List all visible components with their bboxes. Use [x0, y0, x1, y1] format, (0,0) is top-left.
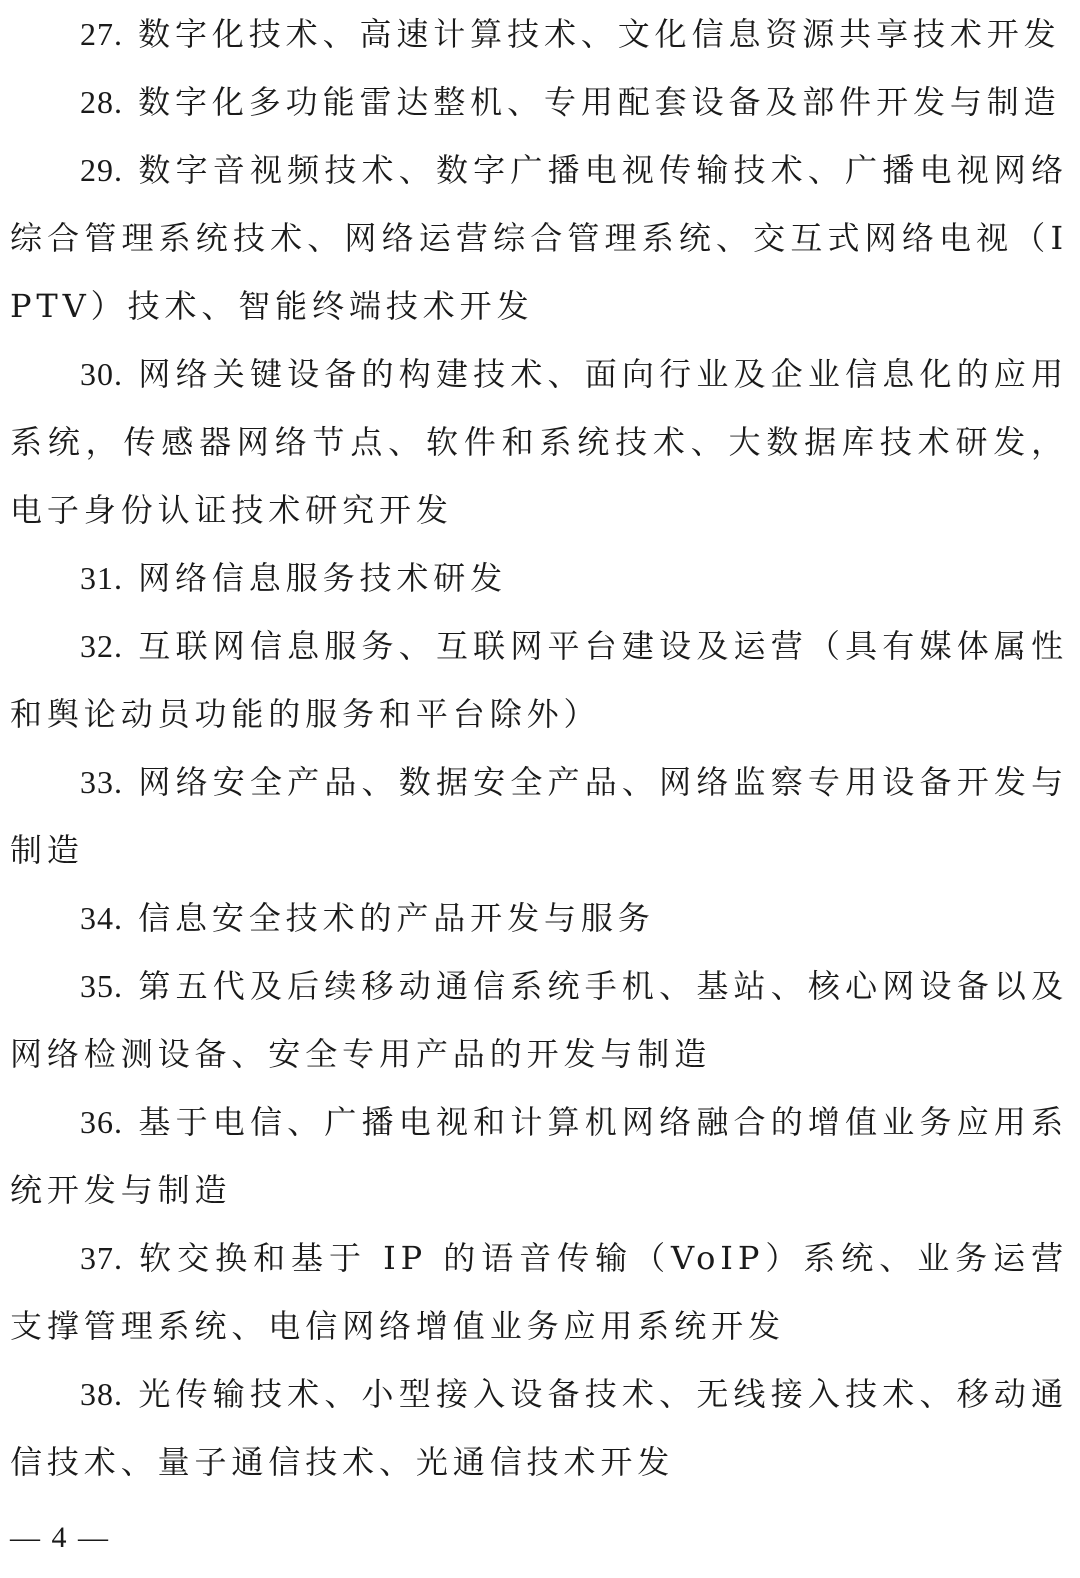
list-item [10, 1224, 1068, 1360]
item-number: 38. [80, 1376, 123, 1412]
item-number: 28. [80, 84, 123, 120]
page-number: — 4 — [10, 1521, 110, 1554]
item-number: 33. [80, 764, 123, 800]
list-item [10, 612, 1068, 748]
list-item [10, 1088, 1068, 1224]
item-number: 32. [80, 628, 123, 664]
item-text: 数字音视频技术、数字广播电视传输技术、广播电视网络综合管理系统技术、网络运营综合管理系统、交互式网络电视（IPTV）技术、智能终端技术开发 [10, 151, 1068, 325]
item-text: 互联网信息服务、互联网平台建设及运营（具有媒体属性和舆论动员功能的服务和平台除外） [10, 627, 1068, 733]
list-item [10, 68, 1068, 136]
list-item [10, 952, 1068, 1088]
item-text: 软交换和基于 IP 的语音传输（VoIP）系统、业务运营支撑管理系统、电信网络增值业务应用系统开发 [10, 1239, 1069, 1345]
item-text: 网络关键设备的构建技术、面向行业及企业信息化的应用系统，传感器网络节点、软件和系统技术、大数据库技术研发，电子身份认证技术研究开发 [10, 355, 1068, 529]
item-number: 34. [80, 900, 123, 936]
item-number: 27. [80, 16, 123, 52]
item-number: 29. [80, 152, 123, 188]
item-number: 36. [80, 1104, 123, 1140]
list-item [10, 0, 1068, 68]
list-item [10, 884, 1068, 952]
item-text: 光传输技术、小型接入设备技术、无线接入技术、移动通信技术、量子通信技术、光通信技术开发 [10, 1375, 1068, 1481]
item-number: 37. [80, 1240, 123, 1276]
list-item [10, 136, 1068, 340]
list-item [10, 340, 1068, 544]
item-text: 数字化技术、高速计算技术、文化信息资源共享技术开发 [138, 15, 1061, 53]
item-text: 网络信息服务技术研发 [138, 559, 508, 597]
document-body [10, 0, 1068, 1496]
item-text: 信息安全技术的产品开发与服务 [138, 899, 655, 937]
list-item [10, 1360, 1068, 1496]
list-item [10, 748, 1068, 884]
item-text: 第五代及后续移动通信系统手机、基站、核心网设备以及网络检测设备、安全专用产品的开发与制造 [10, 967, 1068, 1073]
item-text: 网络安全产品、数据安全产品、网络监察专用设备开发与制造 [10, 763, 1068, 869]
item-number: 30. [80, 356, 123, 392]
list-item [10, 544, 1068, 612]
item-number: 31. [80, 560, 123, 596]
item-number: 35. [80, 968, 123, 1004]
item-text: 数字化多功能雷达整机、专用配套设备及部件开发与制造 [138, 83, 1061, 121]
item-text: 基于电信、广播电视和计算机网络融合的增值业务应用系统开发与制造 [10, 1103, 1068, 1209]
